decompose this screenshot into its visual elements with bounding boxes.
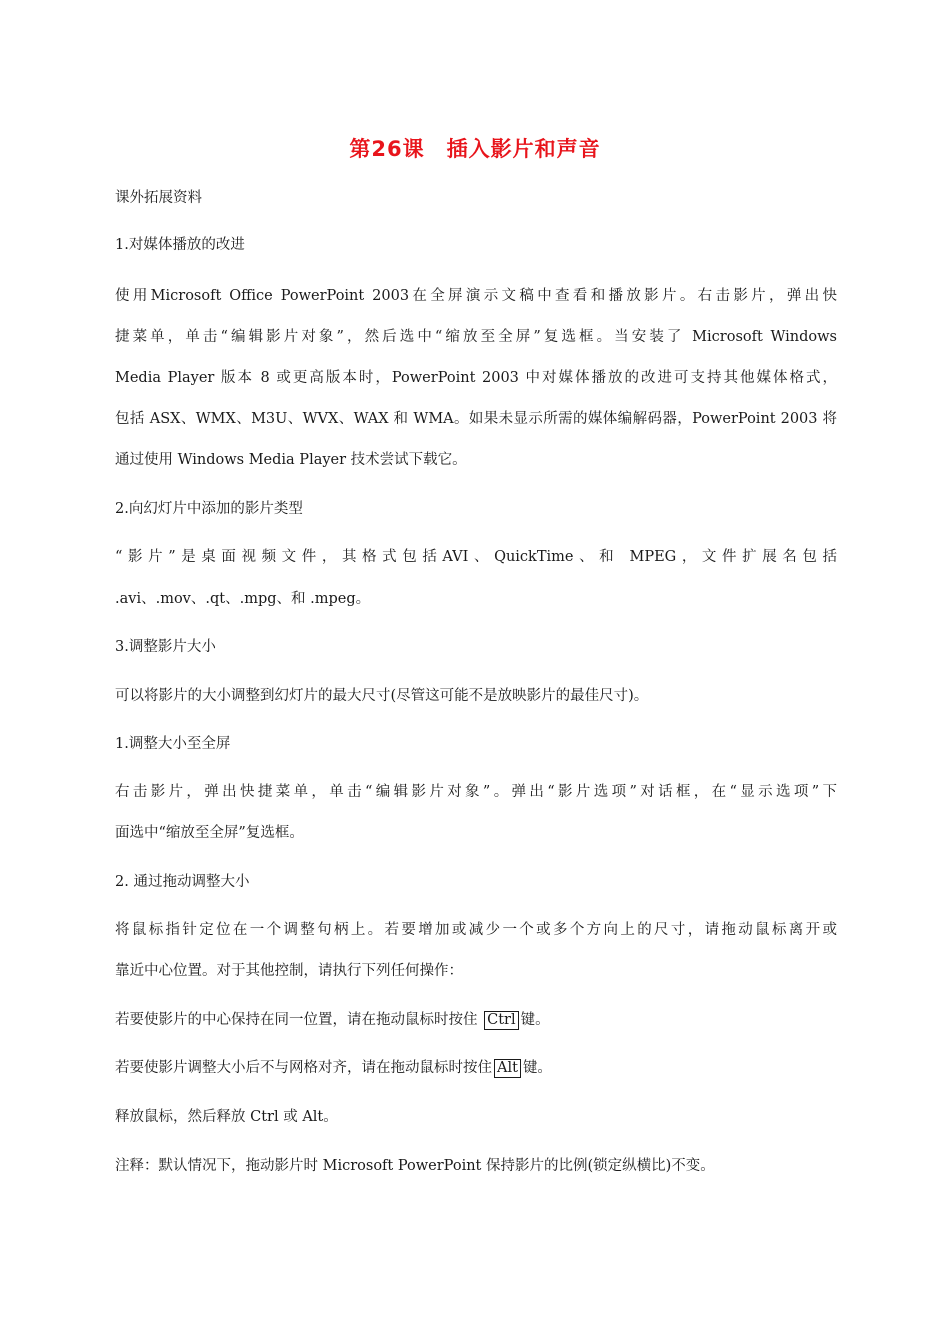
paragraph-line: 面选中“缩放至全屏”复选框。 [115,825,304,841]
heading-resize-drag: 2. 通过拖动调整大小 [115,874,250,890]
paragraph-line: 通过使用 Windows Media Player 技术尝试下载它。 [115,452,467,468]
text-segment: 若要使影片调整大小后不与网格对齐，请在拖动鼠标时按住 [115,1060,492,1076]
paragraph-line: 右击影片，弹出快捷菜单，单击“编辑影片对象”。弹出“影片选项”对话框，在“显示选项”下 [115,784,837,800]
paragraph-line: 包括 ASX、WMX、M3U、WVX、WAX 和 WMA。如果未显示所需的媒体编解码器，PowerPoint 2003 将 [115,411,837,427]
section-label: 课外拓展资料 [115,190,202,206]
heading-media-playback: 1.对媒体播放的改进 [115,237,245,253]
paragraph-line: 使用Microsoft Office PowerPoint 2003在全屏演示文稿中查看和播放影片。右击影片，弹出快 [115,288,837,304]
note-line: 注释：默认情况下，拖动影片时 Microsoft PowerPoint 保持影片的比例(锁定纵横比)不变。 [115,1158,715,1174]
text-segment: 键。 [522,1060,552,1076]
paragraph-line: .avi、.mov、.qt、.mpg、和 .mpeg。 [115,591,371,607]
text-segment: 若要使影片的中心保持在同一位置，请在拖动鼠标时按住 [115,1012,483,1028]
heading-movie-types: 2.向幻灯片中添加的影片类型 [115,501,303,517]
alt-key-box: Alt [494,1059,521,1078]
paragraph-line-ctrl [115,1010,550,1030]
paragraph-line: 将鼠标指针定位在一个调整句柄上。若要增加或减少一个或多个方向上的尺寸，请拖动鼠标离开或 [115,922,837,938]
heading-resize-fullscreen: 1.调整大小至全屏 [115,736,231,752]
paragraph-line: 捷菜单，单击“编辑影片对象”，然后选中“缩放至全屏”复选框。当安装了 Microsoft Windows [115,329,837,345]
ctrl-key-box: Ctrl [484,1011,519,1030]
paragraph-line: 可以将影片的大小调整到幻灯片的最大尺寸(尽管这可能不是放映影片的最佳尺寸)。 [115,688,649,704]
paragraph-line: 靠近中心位置。对于其他控制，请执行下列任何操作： [115,963,463,979]
paragraph-line-alt [115,1058,552,1078]
paragraph-line: “影片”是桌面视频文件，其格式包括AVI、QuickTime、和 MPEG，文件扩展名包括 [115,549,837,565]
page-title: 第26课 插入影片和声音 [349,137,601,161]
paragraph-line: Media Player 版本 8 或更高版本时，PowerPoint 2003 中对媒体播放的改进可支持其他媒体格式， [115,370,837,386]
heading-resize-movie: 3.调整影片大小 [115,639,216,655]
paragraph-line: 释放鼠标，然后释放 Ctrl 或 Alt。 [115,1109,338,1125]
text-segment: 键。 [520,1012,550,1028]
